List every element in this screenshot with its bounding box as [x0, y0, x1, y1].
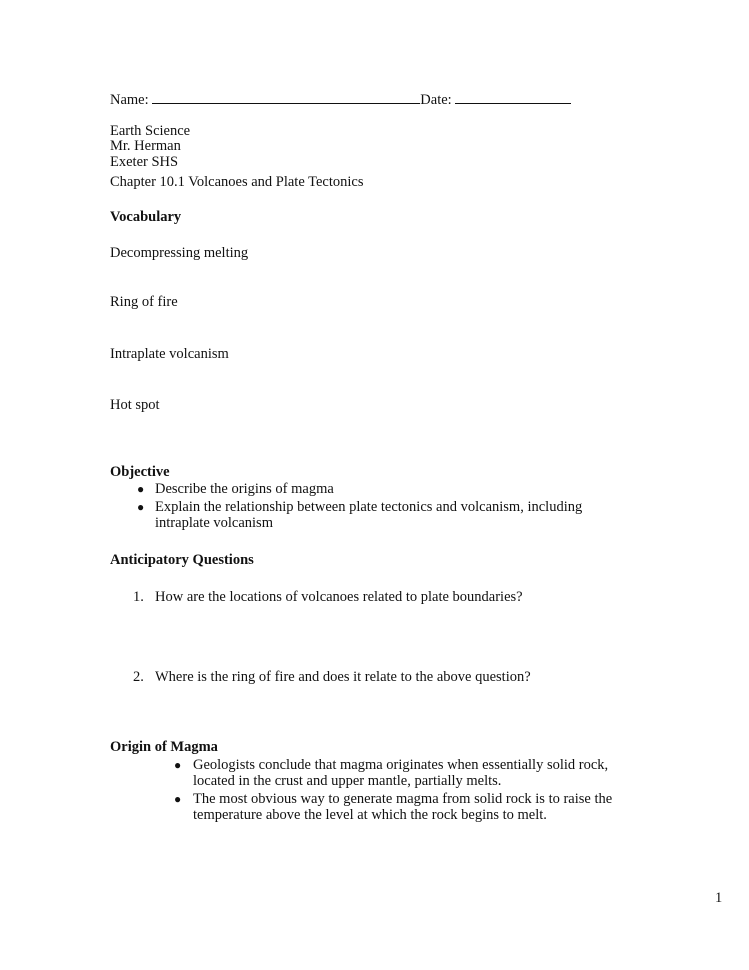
date-label: Date: — [420, 92, 452, 108]
chapter-title: Chapter 10.1 Volcanoes and Plate Tectonics — [110, 174, 364, 190]
page-number: 1 — [715, 890, 723, 906]
origin-item: The most obvious way to generate magma from solid rock is to raise the — [193, 791, 613, 807]
objective-item: Explain the relationship between plate tectonics and volcanism, including — [155, 499, 583, 515]
bullet-icon: ● — [137, 482, 145, 496]
bullet-icon: ● — [137, 500, 145, 514]
bullet-icon: ● — [174, 792, 182, 806]
bullet-icon: ● — [174, 758, 182, 772]
question-number: 2. — [133, 669, 144, 685]
question-text: How are the locations of volcanoes related to plate boundaries? — [155, 589, 523, 605]
objective-heading: Objective — [110, 464, 170, 480]
objective-item: Describe the origins of magma — [155, 481, 334, 497]
teacher-name: Mr. Herman — [110, 138, 181, 154]
origin-item-cont: located in the crust and upper mantle, partially melts. — [193, 773, 502, 789]
vocab-term: Decompressing melting — [110, 245, 249, 261]
vocabulary-heading: Vocabulary — [110, 209, 182, 225]
objective-item-cont: intraplate volcanism — [155, 515, 273, 531]
vocab-term: Ring of fire — [110, 294, 178, 310]
question-number: 1. — [133, 589, 144, 605]
origin-item: Geologists conclude that magma originates when essentially solid rock, — [193, 757, 609, 773]
school-name: Exeter SHS — [110, 154, 179, 170]
name-field[interactable] — [152, 91, 420, 104]
vocab-term: Intraplate volcanism — [110, 346, 229, 362]
date-field[interactable] — [455, 91, 571, 104]
name-label: Name: — [110, 92, 149, 108]
origin-heading: Origin of Magma — [110, 739, 218, 755]
anticipatory-heading: Anticipatory Questions — [110, 552, 254, 568]
origin-item-cont: temperature above the level at which the rock begins to melt. — [193, 807, 547, 823]
vocab-term: Hot spot — [110, 397, 160, 413]
name-date-line — [110, 91, 571, 108]
question-text: Where is the ring of fire and does it relate to the above question? — [155, 669, 531, 685]
course-name: Earth Science — [110, 123, 191, 139]
